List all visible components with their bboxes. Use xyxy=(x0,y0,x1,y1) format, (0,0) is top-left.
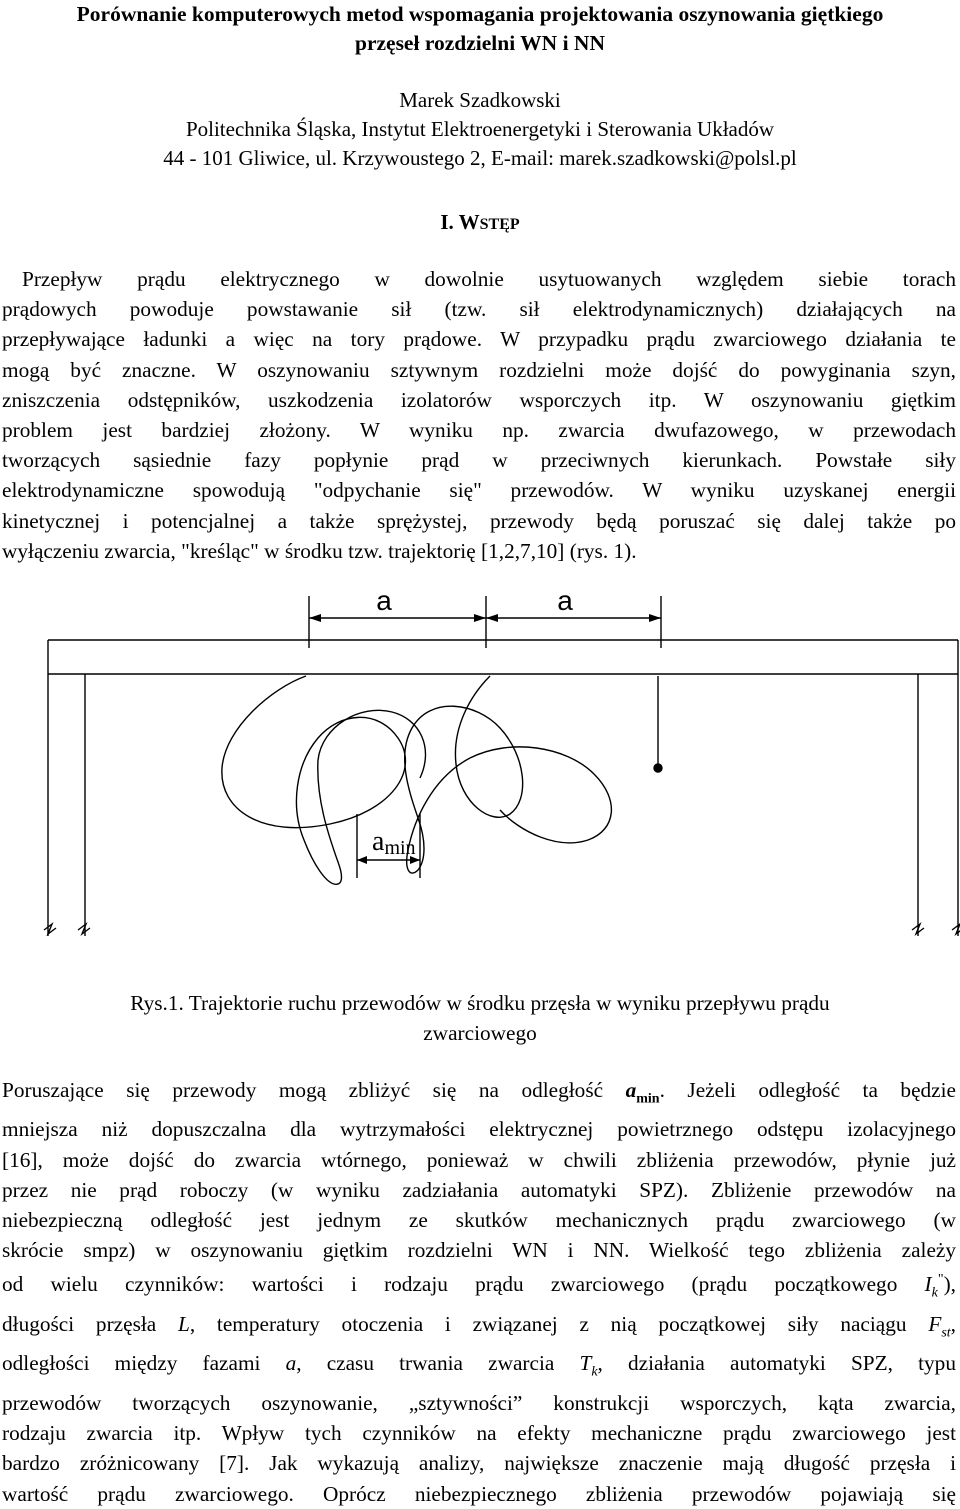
para-line: bardzo zróżnicowany [7]. Jak wykazują analizy, największe znaczenie mają długość przęsła i xyxy=(2,1451,956,1476)
para-line: Poruszające się przewody mogą zbliżyć się na odległość $a_{min}$. Jeżeli odległość ta będzie xyxy=(2,1078,956,1107)
para-line: elektrodynamiczne spowodują "odpychanie się" przewodów. W wyniku uzyskanej energii xyxy=(2,478,956,503)
title-line-1: Porównanie komputerowych metod wspomagania projektowania oszynowania giętkiego xyxy=(76,2,884,26)
conductor-point xyxy=(654,764,662,772)
para-line: prądowych powoduje powstawanie sił (tzw. sił elektrodynamicznych) działających na xyxy=(2,297,956,322)
title-line-2: przęseł rozdzielni WN i NN xyxy=(354,31,605,55)
left-break-symbol xyxy=(44,924,56,934)
author-name: Marek Szadkowski xyxy=(399,88,561,112)
para-line: odległości między fazami a, czasu trwania zwarcia $T_k$, działania automatyki SPZ, typu xyxy=(2,1351,956,1380)
para-line: niebezpieczną odległość jest jednym ze skutków mechanicznych prądu zwarciowego (w xyxy=(2,1208,956,1233)
right-break-symbol xyxy=(912,924,924,934)
paper-title xyxy=(0,0,960,58)
para-line: rodzaju zwarcia itp. Wpływ tych czynników na efekty mechaniczne prądu zwarciowego jest xyxy=(2,1421,956,1446)
figure-caption xyxy=(0,988,960,1048)
para-line: długości przęsła L, temperatury otoczenia i związanej z nią początkowej siły naciągu $F_{st}$, xyxy=(2,1312,956,1341)
trajectory-figure xyxy=(0,578,960,978)
author-address: 44 - 101 Gliwice, ul. Krzywoustego 2, E-mail: marek.szadkowski@polsl.pl xyxy=(163,146,797,170)
para-line: przez nie prąd roboczy (w wyniku zadziałania automatyki SPZ). Zbliżenie przewodów na xyxy=(2,1177,956,1202)
para-line: [16], może dojść do zwarcia wtórnego, ponieważ w chwili zbliżenia przewodów, płynie już xyxy=(2,1147,956,1172)
para-line: mniejsza niż dopuszczalna dla wytrzymałości elektrycznej powietrznego odstępu izolacyjnego xyxy=(2,1117,956,1142)
caption-line-2: zwarciowego xyxy=(423,1021,537,1045)
para-line: wartość prądu zwarciowego. Oprócz niebezpiecznego zbliżenia przewodów pojawiają się xyxy=(2,1481,956,1506)
spacing-label-a-right: a xyxy=(557,585,573,616)
para-line: wyłączeniu zwarcia, "kreśląc" w środku tzw. trajektorię [1,2,7,10] (rys. 1). xyxy=(2,538,637,563)
para-line: przepływające ładunki a więc na tory prądowe. W przypadku prądu zwarciowego działania te xyxy=(2,327,956,352)
body-paragraph xyxy=(2,1075,956,1509)
para-line: problem jest bardziej złożony. W wyniku np. zwarcia dwufazowego, w przewodach xyxy=(2,418,956,443)
para-line: tworzących sąsiednie fazy popłynie prąd w przeciwnych kierunkach. Powstałe siły xyxy=(2,448,956,473)
para-line: kinetycznej i potencjalnej a także sprężystej, przewody będą poruszać się dalej także po xyxy=(2,508,956,533)
author-block xyxy=(0,86,960,173)
section-heading xyxy=(0,208,960,239)
spacing-label-a-left: a xyxy=(376,585,392,616)
para-line: Przepływ prądu elektrycznego w dowolnie usytuowanych względem siebie torach xyxy=(22,267,956,291)
section-title: WSTĘP xyxy=(458,210,520,234)
para-line: od wielu czynników: wartości i rodzaju prądu zwarciowego (prądu początkowego $I_k^"$), xyxy=(2,1272,956,1301)
amin-label: amin xyxy=(372,826,416,859)
author-affiliation: Politechnika Śląska, Instytut Elektroenergetyki i Sterowania Układów xyxy=(185,117,775,141)
para-line: przewodów tworzących oszynowanie, „sztywności” konstrukcji wsporczych, kąta zwarcia, xyxy=(2,1390,956,1415)
right-conductor-trajectory xyxy=(405,676,612,873)
para-line: skrócie smpz) w oszynowaniu giętkim rozdzielni WN i NN. Wielkość tego zbliżenia zależy xyxy=(2,1238,956,1263)
para-line: mogą być znaczne. W oszynowaniu sztywnym rozdzielni może dojść do powyginania szyn, xyxy=(2,357,956,382)
caption-line-1: Rys.1. Trajektorie ruchu przewodów w środku przęsła w wyniku przepływu prądu xyxy=(130,991,830,1015)
intro-paragraph xyxy=(2,264,956,566)
section-number: I. xyxy=(440,210,454,234)
para-line: zniszczenia odstępników, uszkodzenia izolatorów wsporczych itp. W oszynowaniu giętkim xyxy=(2,387,956,412)
